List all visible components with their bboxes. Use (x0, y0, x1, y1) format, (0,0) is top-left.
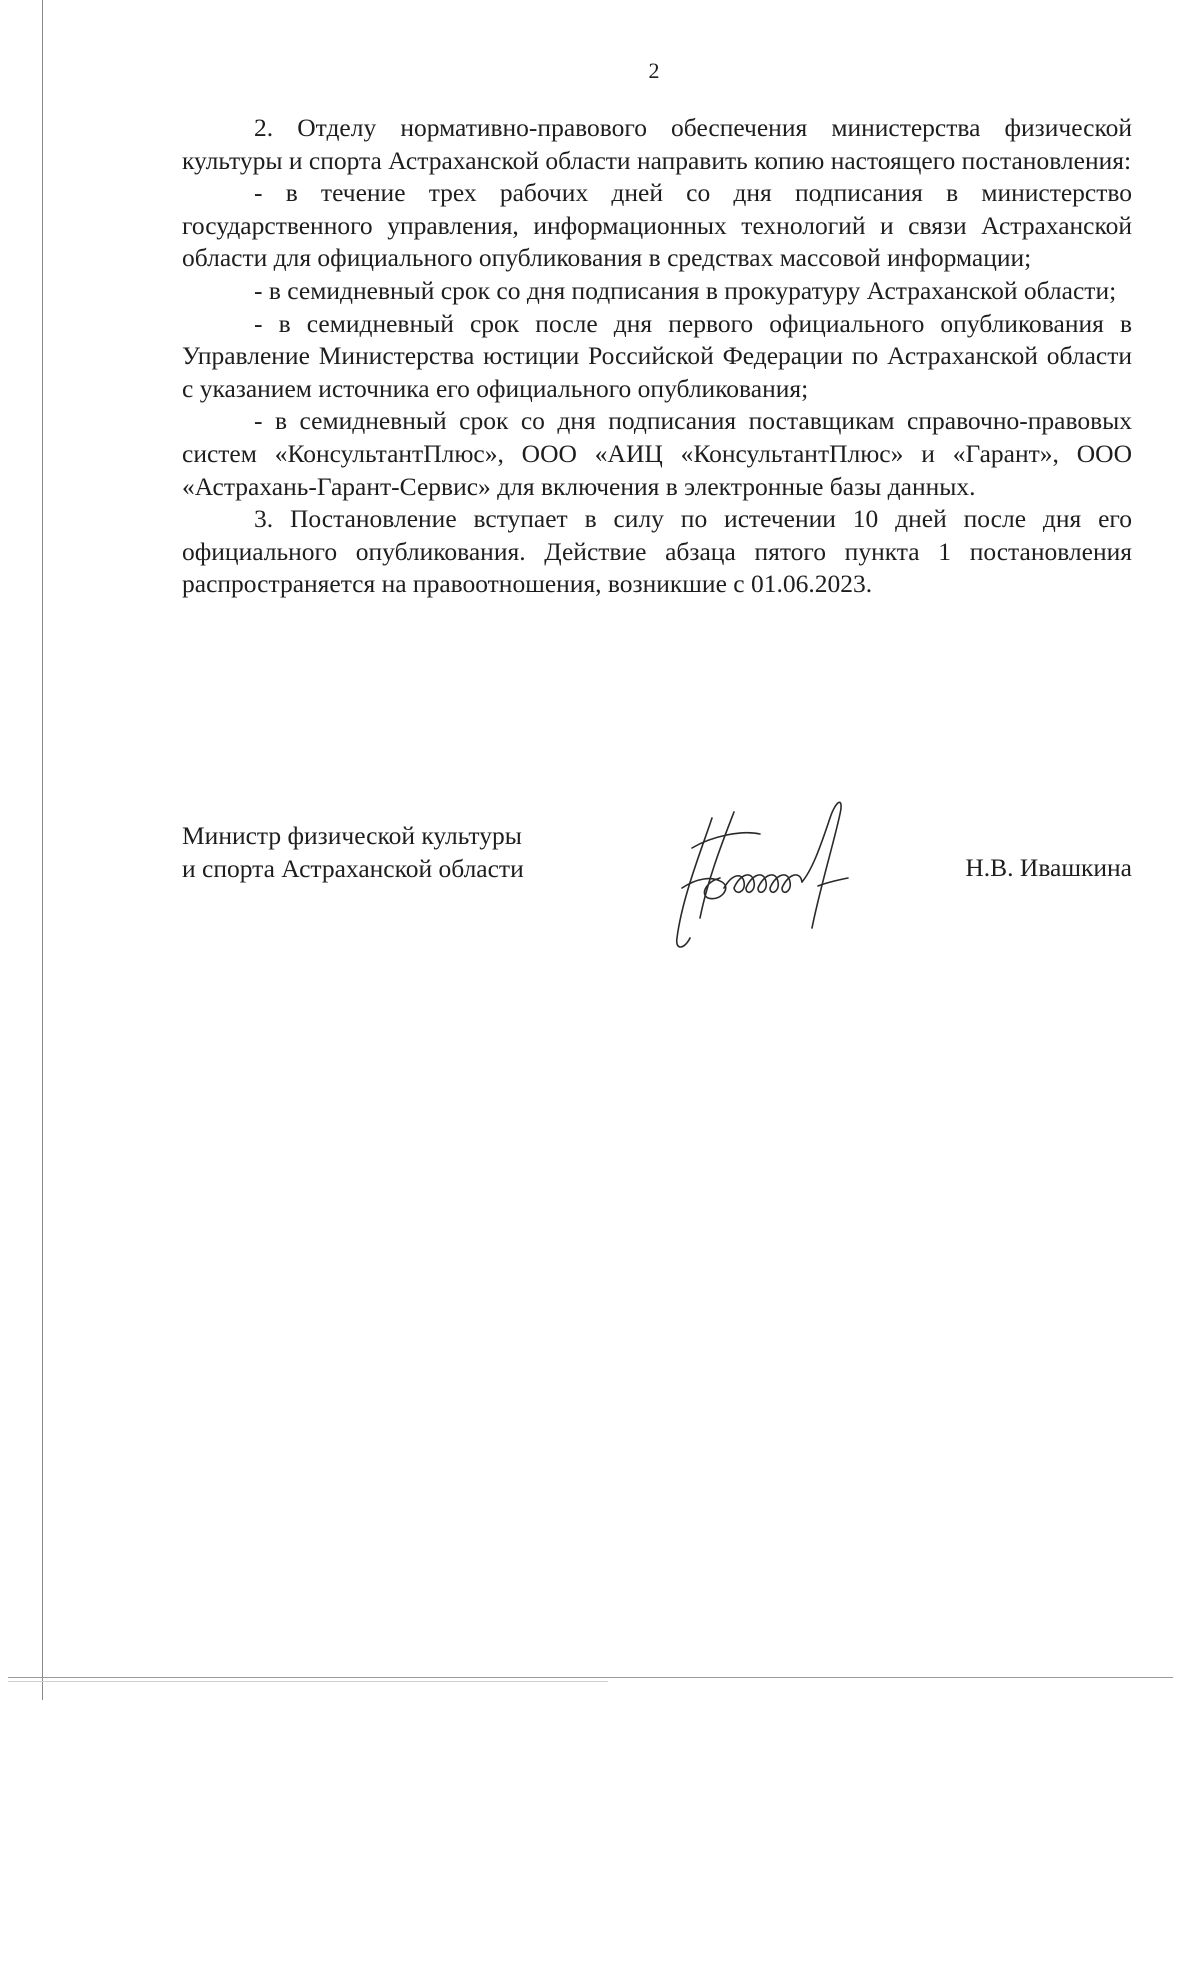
signatory-title-line-2: и спорта Астраханской области (182, 853, 524, 883)
signatory-name: Н.В. Ивашкина (965, 853, 1132, 882)
handwritten-signature (642, 778, 882, 958)
signatory-title (182, 820, 524, 885)
signature-block (182, 820, 1132, 960)
scan-edge-horizontal-faint (8, 1681, 608, 1682)
paragraph-2-item-2: - в семидневный срок со дня подписания в прокуратуру Астраханской области; (254, 275, 1117, 305)
signatory-title-line-1: Министр физической культуры (182, 821, 522, 850)
paragraph-2-item-4: - в семидневный срок со дня подписания поставщикам справочно-правовых систем «КонсультантПлюс», ООО «АИЦ «КонсультантПлюс» и «Гарант», ООО «Астрахань-Гарант-Сервис» для включения в электронные базы данных. (182, 406, 1132, 501)
scan-edge-vertical (42, 0, 43, 1700)
paragraph-3: 3. Постановление вступает в силу по истечении 10 дней после дня его официального опубликования. Действие абзаца пятого пункта 1 постановления распространяется на правоотношения, возникшие с 01.06.2023. (182, 504, 1132, 599)
document-body (182, 112, 1132, 601)
page-number: 2 (648, 58, 660, 83)
paragraph-2-item-1: - в течение трех рабочих дней со дня подписания в министерство государственного управления, информационных технологий и связи Астраханской области для официального опубликования в средствах массовой информации; (182, 178, 1132, 273)
paragraph-2: 2. Отделу нормативно-правового обеспечения министерства физической культуры и спорта Астраханской области направить копию настоящего постановления: (182, 113, 1132, 175)
scan-edge-horizontal (8, 1677, 1173, 1678)
paragraph-2-item-3: - в семидневный срок после дня первого официального опубликования в Управление Министерства юстиции Российской Федерации по Астраханской области с указанием источника его официального опубликования; (182, 308, 1132, 403)
